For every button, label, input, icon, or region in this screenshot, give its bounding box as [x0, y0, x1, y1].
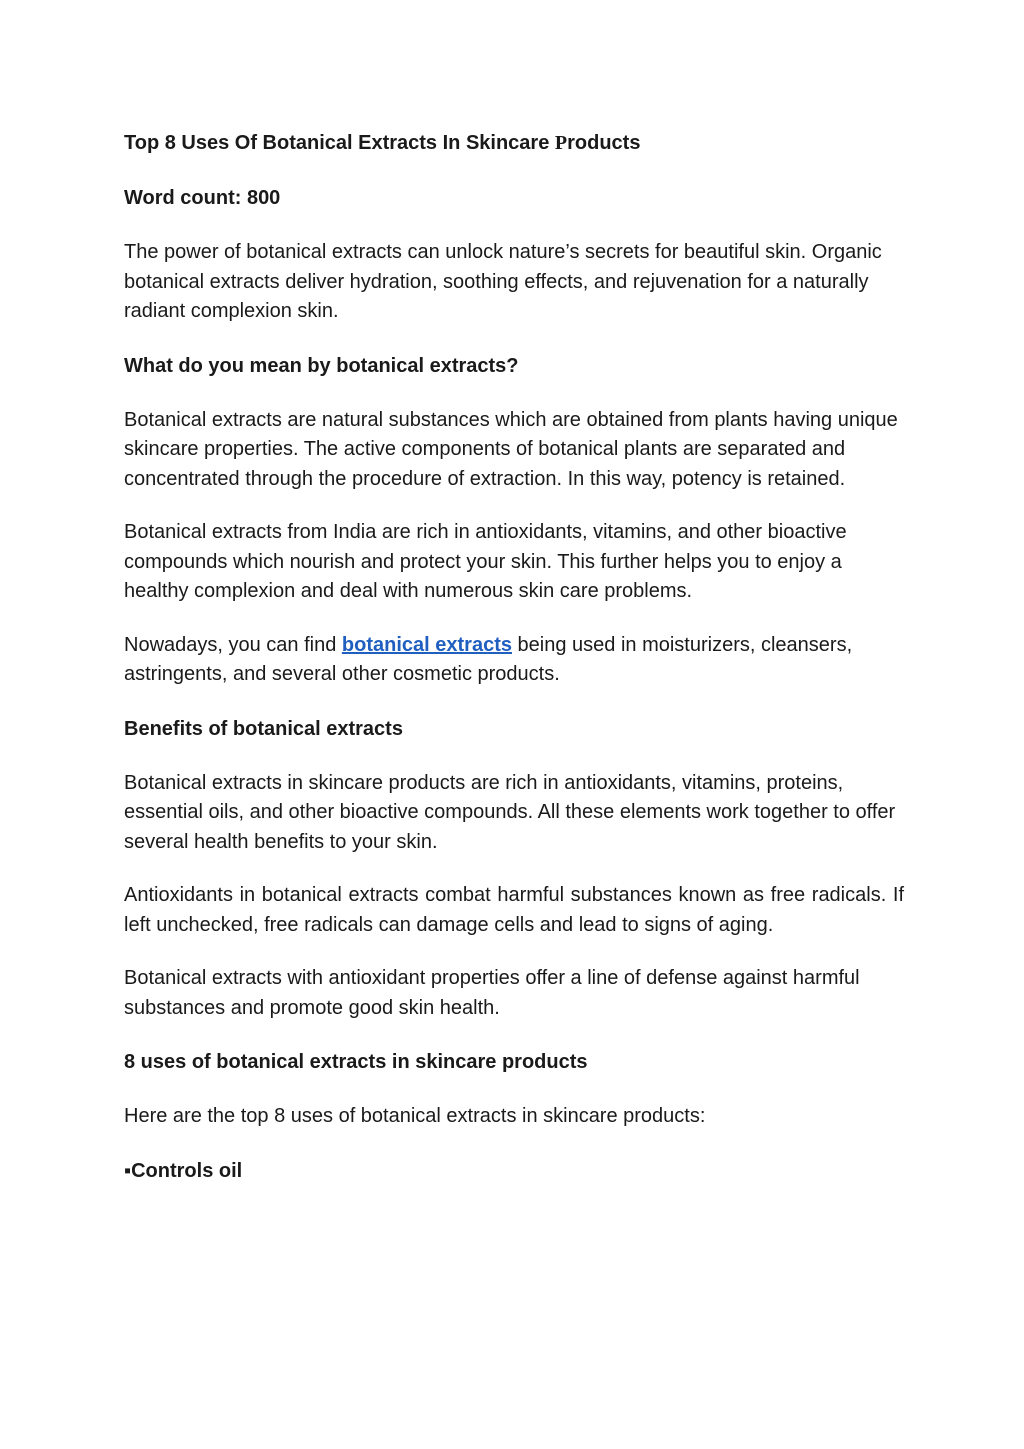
- square-bullet-icon: ▪: [124, 1159, 132, 1182]
- bullet-item-controls-oil: [124, 1156, 904, 1186]
- document-title-p: P: [554, 132, 568, 154]
- uses-paragraph: Here are the top 8 uses of botanical extracts in skincare products:: [124, 1105, 706, 1127]
- document-page: [124, 128, 904, 1211]
- benefits-paragraph-3: Botanical extracts with antioxidant properties offer a line of defense against harmful substances and promote good skin health.: [124, 967, 860, 1019]
- intro-paragraph: The power of botanical extracts can unlock nature’s secrets for beautiful skin. Organic botanical extracts deliver hydration, soothing effects, and rejuvenation for a naturally radiant complexion skin.: [124, 241, 882, 322]
- benefits-paragraph-2: Antioxidants in botanical extracts combat harmful substances known as free radicals. If left unchecked, free radicals can damage cells and lead to signs of aging.: [124, 884, 904, 936]
- section-heading-benefits: Benefits of botanical extracts: [124, 717, 403, 740]
- nowadays-text-before: Nowadays, you can find: [124, 633, 342, 656]
- section-heading-what: What do you mean by botanical extracts?: [124, 354, 519, 377]
- document-title: [124, 128, 904, 158]
- section-heading-uses: 8 uses of botanical extracts in skincare products: [124, 1051, 588, 1073]
- document-title-end: roducts: [567, 132, 641, 154]
- word-count: Word count: 800: [124, 187, 281, 209]
- document-title-text: Top 8 Uses Of Botanical Extracts In Skincare: [124, 132, 555, 154]
- benefits-paragraph-1: Botanical extracts in skincare products are rich in antioxidants, vitamins, proteins, essential oils, and other bioactive compounds. All these elements work together to offer several health benefits to your skin.: [124, 771, 896, 853]
- what-paragraph-2: Botanical extracts from India are rich in antioxidants, vitamins, and other bioactive compounds which nourish and protect your skin. This further helps you to enjoy a healthy complexion and deal with numerous skin care problems.: [124, 521, 847, 602]
- nowadays-text-after: being used in moisturizers, cleansers, astringents, and several other cosmetic products.: [124, 633, 853, 685]
- what-paragraph-1: Botanical extracts are natural substances which are obtained from plants having unique skincare properties. The active components of botanical plants are separated and concentrated through the procedure of extraction. In this way, potency is retained.: [124, 408, 898, 490]
- botanical-extracts-link[interactable]: botanical extracts: [341, 633, 512, 656]
- bullet-item-label: Controls oil: [131, 1159, 243, 1182]
- nowadays-paragraph: [124, 631, 904, 690]
